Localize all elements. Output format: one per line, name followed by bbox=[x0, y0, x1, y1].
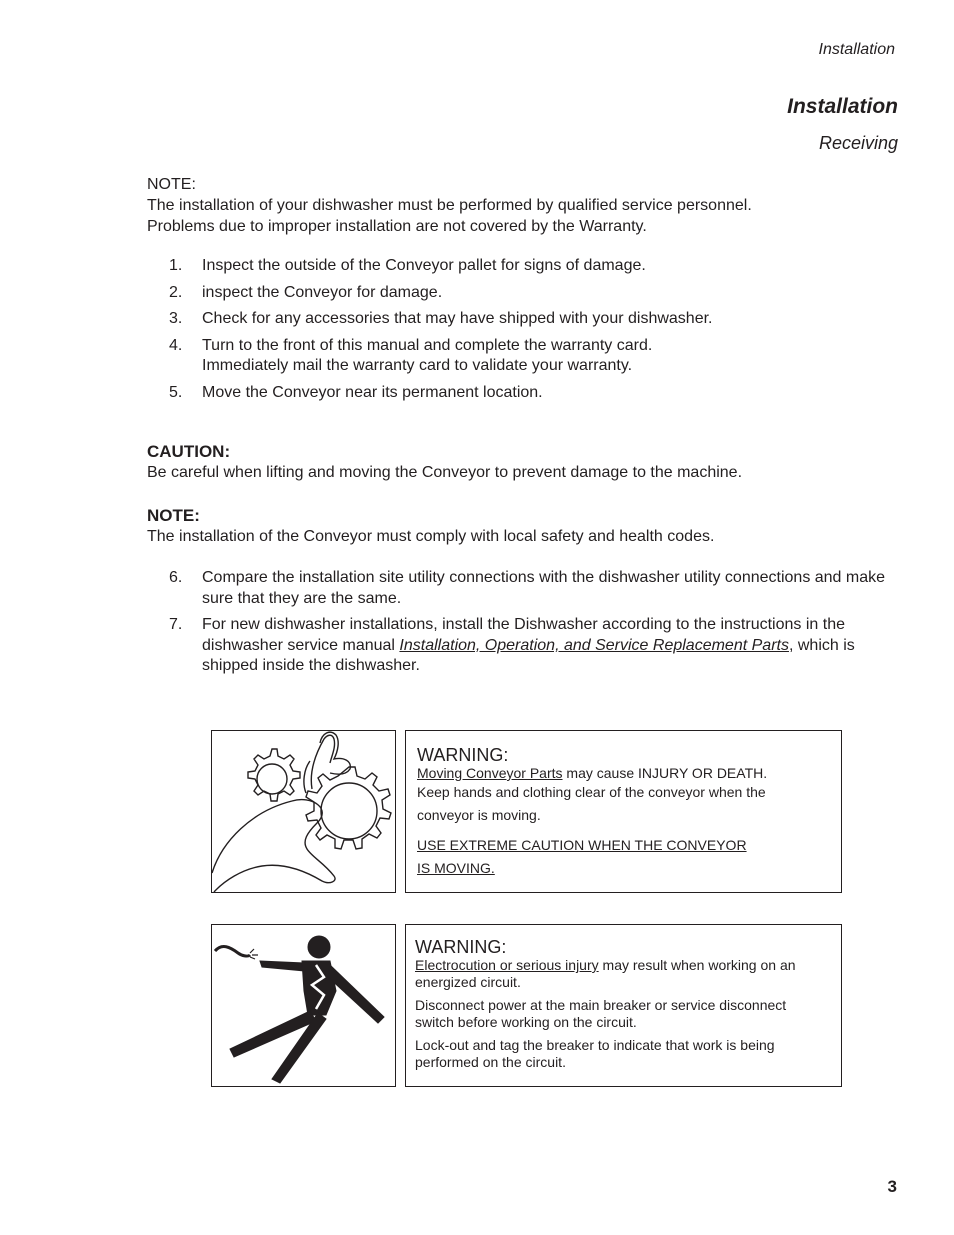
warning-1-box bbox=[405, 730, 842, 893]
list-text-line: Immediately mail the warranty card to validate your warranty. bbox=[202, 357, 633, 374]
list-text: inspect the Conveyor for damage. bbox=[202, 283, 443, 301]
list-text bbox=[202, 615, 897, 677]
warning-text-part: may cause INJURY OR DEATH. bbox=[562, 765, 768, 781]
manual-title-reference: Installation, Operation, and Service Replacement Parts bbox=[399, 636, 789, 654]
caution-block bbox=[147, 441, 907, 483]
warning-caps-text: IS MOVING. bbox=[417, 860, 495, 876]
page-subtitle: Receiving bbox=[818, 133, 898, 153]
list-text: Inspect the outside of the Conveyor pallet for signs of damage. bbox=[202, 257, 646, 274]
note-text: The installation of the Conveyor must comply with local safety and health codes. bbox=[147, 528, 715, 545]
warning-text-part: may result when working on an energized circuit. bbox=[415, 957, 796, 990]
caution-label: CAUTION: bbox=[147, 442, 231, 461]
list-number: 7. bbox=[169, 616, 183, 633]
note-line: The installation of your dishwasher must be performed by qualified service personnel. bbox=[147, 197, 752, 214]
list-text-line: Turn to the front of this manual and complete the warranty card. bbox=[202, 336, 653, 354]
list-text: Move the Conveyor near its permanent location. bbox=[202, 383, 543, 401]
list-number: 4. bbox=[169, 336, 183, 354]
list-text-part: For new dishwasher installations, install the Dishwasher according to the instructions in the dishwasher service manual bbox=[202, 616, 845, 654]
warning-text: Lock-out and tag the breaker to indicate that work is being performed on the circuit. bbox=[415, 1037, 775, 1070]
page-number: 3 bbox=[887, 1177, 897, 1196]
warning-text bbox=[417, 765, 841, 782]
warning-text bbox=[415, 957, 821, 991]
list-item bbox=[147, 383, 897, 404]
list-item bbox=[147, 336, 897, 377]
list-text: Compare the installation site utility connections with the dishwasher utility connections and make sure that they are the same. bbox=[202, 569, 886, 607]
list-number: 5. bbox=[169, 383, 183, 401]
warning-2-pictogram bbox=[211, 924, 396, 1087]
note-label: NOTE: bbox=[147, 506, 200, 525]
note-line: Problems due to improper installation are not covered by the Warranty. bbox=[147, 218, 647, 235]
list-text bbox=[202, 336, 897, 377]
warning-hazard-phrase: Moving Conveyor Parts bbox=[417, 765, 563, 781]
list-item bbox=[147, 309, 897, 330]
running-header: Installation bbox=[818, 41, 895, 58]
list-item bbox=[147, 568, 897, 609]
list-text-part: , which is shipped inside the dishwasher. bbox=[202, 636, 855, 674]
list-item bbox=[147, 256, 897, 277]
note-label: NOTE: bbox=[147, 176, 196, 193]
caution-text: Be careful when lifting and moving the Conveyor to prevent damage to the machine. bbox=[147, 464, 743, 481]
warning-text: Keep hands and clothing clear of the conveyor when the bbox=[417, 784, 766, 800]
warning-title: WARNING: bbox=[417, 745, 509, 765]
page-title: Installation bbox=[787, 95, 898, 118]
note-block-1 bbox=[147, 174, 847, 237]
steps-list-b bbox=[147, 568, 897, 683]
list-item bbox=[147, 283, 897, 304]
list-text: Check for any accessories that may have shipped with your dishwasher. bbox=[202, 310, 713, 327]
warning-1-pictogram bbox=[211, 730, 396, 893]
list-item bbox=[147, 615, 897, 677]
list-number: 6. bbox=[169, 569, 183, 586]
warning-2-box bbox=[405, 924, 842, 1087]
warning-hazard-phrase: Electrocution or serious injury bbox=[415, 957, 599, 973]
warning-caps-text: USE EXTREME CAUTION WHEN THE CONVEYOR bbox=[417, 837, 747, 853]
electrocution-hazard-icon bbox=[212, 925, 395, 1086]
gears-hand-hazard-icon bbox=[212, 731, 395, 892]
warning-text: Disconnect power at the main breaker or service disconnect switch before working on the circuit. bbox=[415, 997, 787, 1030]
warning-text: conveyor is moving. bbox=[417, 807, 541, 823]
steps-list-a bbox=[147, 256, 897, 409]
list-number: 3. bbox=[169, 310, 183, 327]
note-block-2 bbox=[147, 505, 907, 547]
warning-title: WARNING: bbox=[415, 937, 507, 957]
list-number: 2. bbox=[169, 283, 183, 301]
list-number: 1. bbox=[169, 257, 183, 274]
